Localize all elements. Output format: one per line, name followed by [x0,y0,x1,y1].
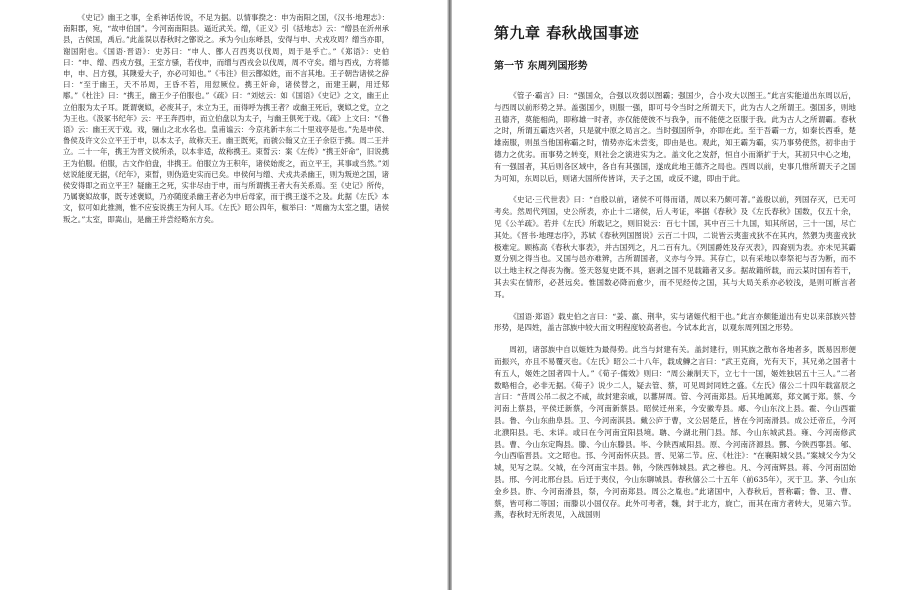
paragraph-4: 周初，诸部族中自以姬姓为最得势。此当与封建有关。盖封建行，则其族之散布各地者多，既易因形便而振兴，亦且不易覆灭也。《左氏》昭公二十八年，载成鱄之言曰：“武王克商，光有天下，其兄弟之国者十有五人，姬姓之国者四十人。”《荀子·儒效》则曰：“周公兼制天下，立七十一国，姬姓独居五十三人。”二者数略相合，必非无据。《荀子》说少二人，疑去管、蔡，可见周封同姓之盛。《左氏》僖公二十四年载富辰之言曰：“昔周公吊二叔之不咸，故封建亲戚，以蕃屏周。管、今河南郑县。后其地属郑，郑文属于郑。蔡、今河南上蔡县，平侯迁新蔡，今河南新蔡县。昭侯迁州来，今安徽寿县。郕、今山东汶上县。霍、今山西霍县。鲁、今山东曲阜县。卫、今河南淇县。戴公庐于曹，文公居楚丘，皆在今河南滑县。成公迁帝丘，今河北濮阳县。毛、未详。或曰在今河南宜阳县境。聃、今湖北荆门县。郜、今山东城武县。雍、今河南修武县。曹、今山东定陶县。滕、今山东滕县。毕、今陕西咸阳县。原、今河南济源县。酆、今陕西鄠县。郇、今山西临晋县。文之昭也。邘、今河南怀庆县。晋、见第二节。应、《杜注》：“在襄阳城父县。”案城父今为父城，见写之误。父城，在今河南宝丰县。韩，今陕西韩城县。武之穆也。凡、今河南辉县。蒋、今河南固始县。邢、今河北邢台县。后迁于夷仪，今山东聊城县。春秋僖公二十五年（前635年），灭于卫。茅、今山东金乡县。胙、今河南滑县，祭，今河南郑县。周公之胤也。”此诸国中，入春秋后，晋称霸；鲁、卫、曹、蔡，皆可称二等国；而滕以小国仅存。此外可考者，魏，封于北方，旋亡，而其在南方者转大，见第六节。燕，春秋时无所表见，入战国则 [494,345,856,520]
paragraph-2: 《史记·三代世表》曰：“自殷以前，诸侯不可得而谱，周以来乃颇可著。”盖殷以前，列国存灭，已无可考矣。然周代列国，史公所表，亦止十二诸侯，后人考证，率据《春秋》及《左氏春秋》国数，仅五十余，见《公羊疏》。若并《左氏》所载记之，则旧说云：百七十国，其中百三十九国，知其所居，三十一国，尽亡其处。《晋书·地理志序》，苏轼《春秋列国图说》云百二十四，二说皆云夷蛮戎狄不在其内，然猥为夷蛮戎狄极难定。顾栋高《春秋大事表》，并古国列之，凡二百有九。《列国爵姓及存灭表》，四裔别为表。亦未见其霸夏分别之得当也。又国与邑亦难辨，古所谓国者，义亦与今异。其存亡，以有采地以奉祭祀与否为断，而不以土地主权之得丧为衡。签天怒复史既不具，寤剥之国不见载籍者又多。据故籍所载，而云某时国有若干，其去实在情形，必甚远矣。惟国数必降而愈少，而不见经传之国，其与大局关系亦必较浅，是则可断言者耳。 [494,195,856,299]
right-page [452,0,899,590]
left-page [0,0,449,590]
paragraph-3: 《国语·郑语》载史伯之言曰：“姜、嬴、荆芈，实与诸姬代相干也。”此言亦颇能道出有史以来部族兴替形势，是四姓，盖古部族中较大而文明程度较高者也。今试本此言，以观东周列国之形势。 [494,311,856,333]
chapter-title: 第九章 春秋战国事迹 [494,24,640,42]
left-text-column [63,12,389,225]
paragraph-1: 《管子·霸言》曰：“强国众，合强以攻弱以图霸；强国少，合小攻大以图王。”此言实能道出东周以后，与西周以前形势之异。盖强国少，则服一强，即可号令当时之所谓天下，此为古人之所谓王。强国多，则地丑德齐，莫能相尚，即称雄一时者，亦仅能使彼不与我争，而不能使之臣服于我。此为古人之所谓霸。春秋之时，所谓五霸迭兴者，只是就中原之局言之。当时强国所争，亦即在此。至于吾霸一方，如秦长西垂，楚雄南服，则虽当他国称霸之时，情势亦迄未尝变，即由是也。观此，知王霸为霸，实乃事势使然，初非由于德力之优劣。而事势之转变，则社会之演进实为之。盖文化之发舒，恒自小而渐扩于大，其初只中心之地，有一强国者，其后则各区域中，各自有其强国，遂成此地王德齐之局也。西周以前，史事几惟所谓天子之国为可知，东周以后，则诸大国所传皆详，天子之国，或反不逮，即由于此。 [494,91,856,183]
right-text-column [494,22,856,521]
left-page-paragraph: 《史记》幽王之事，全系神话传说，不足为据。以情事揆之：申为南阳之国，《汉书·地理志》：南阳郡，宛，“故申伯国”。今河南南阳县。逼近武关。缯，《正义》引《括地志》云：“缯县在沂州承县，古侯国，禹后。”此盖误以春秋时之鄫说之。承为今山东峄县，安得与申、犬戎攻周？缯当亦即，谢国附也。《国语·晋语》：史苏曰：“申人、鄫人召西夷以伐周，周于是乎亡。”《郑语》：史伯曰：“申、缯、西戎方强，王室方骚，若伐申，而缯与西戎会以伐周，周不守矣。缯与西戎，方将德申，申、吕方强，其隩爱大子，亦必可知也。”《韦注》但云鄫姒姓，而不言其地。王子朝告诸侯之辞曰：“至于幽王，天不吊周，王昏不若，用愆厥位。携王奸命，诸侯替之，而建王嗣，用迁郏鄏。”《杜注》曰：“携王，幽王少子伯服也。”《疏》曰：“刘炫云：如《国语》《史记》之文，幽王止立伯服为太子耳。既谓褒姒，必废其子，未立为王，而得呼为携王者？或幽王死后，褒姒之党，立之为王也。《汲冢书纪年》云：平王奔西申，而立伯盘以为太子，与幽王俱死于戏。《疏》上文曰：“《鲁语》云：幽王灭于戏。戏，骊山之北水名也。皇甫谧云：今京兆新丰东二十里戏亭是也。”先是申侯、鲁侯及许文公立平王于申，以本太子，故称天王。幽王既死，而虢公翰又立王子余臣于携。周二王并立。二十一年，携王为晋文侯所杀，以本非适，故称携王。束皙云：案《左传》“携王奸命”，旧说携王为伯服。伯服，古文作伯盘，非携王。伯服立为王积年，诸侯始废之，而立平王，其事或当然。”刘炫说能度无据，《纪年》，束晳，则伪造史实而已矣。申侯何与缯、犬戎共杀幽王，则为叛逆之国，诸侯安得即之而立平王？疑幽王之死，实非尽由于申，而与所谓携王者大有关系焉。至《史记》所传，乃属褒姒故事，既专述褒姒，乃亦随度杀幽王者必为申后母家，而于携王遂不之及。此据《左氏》本文，似可如此推测，惟不应妄说携王为何人耳。《左氏》昭公四年，椒举曰：“周幽为太室之盟，诸侯叛之。”太室，即嵩山，是幽王并尝经略东方矣。 [63,13,389,224]
section-title: 第一节 东周列国形势 [494,61,588,72]
